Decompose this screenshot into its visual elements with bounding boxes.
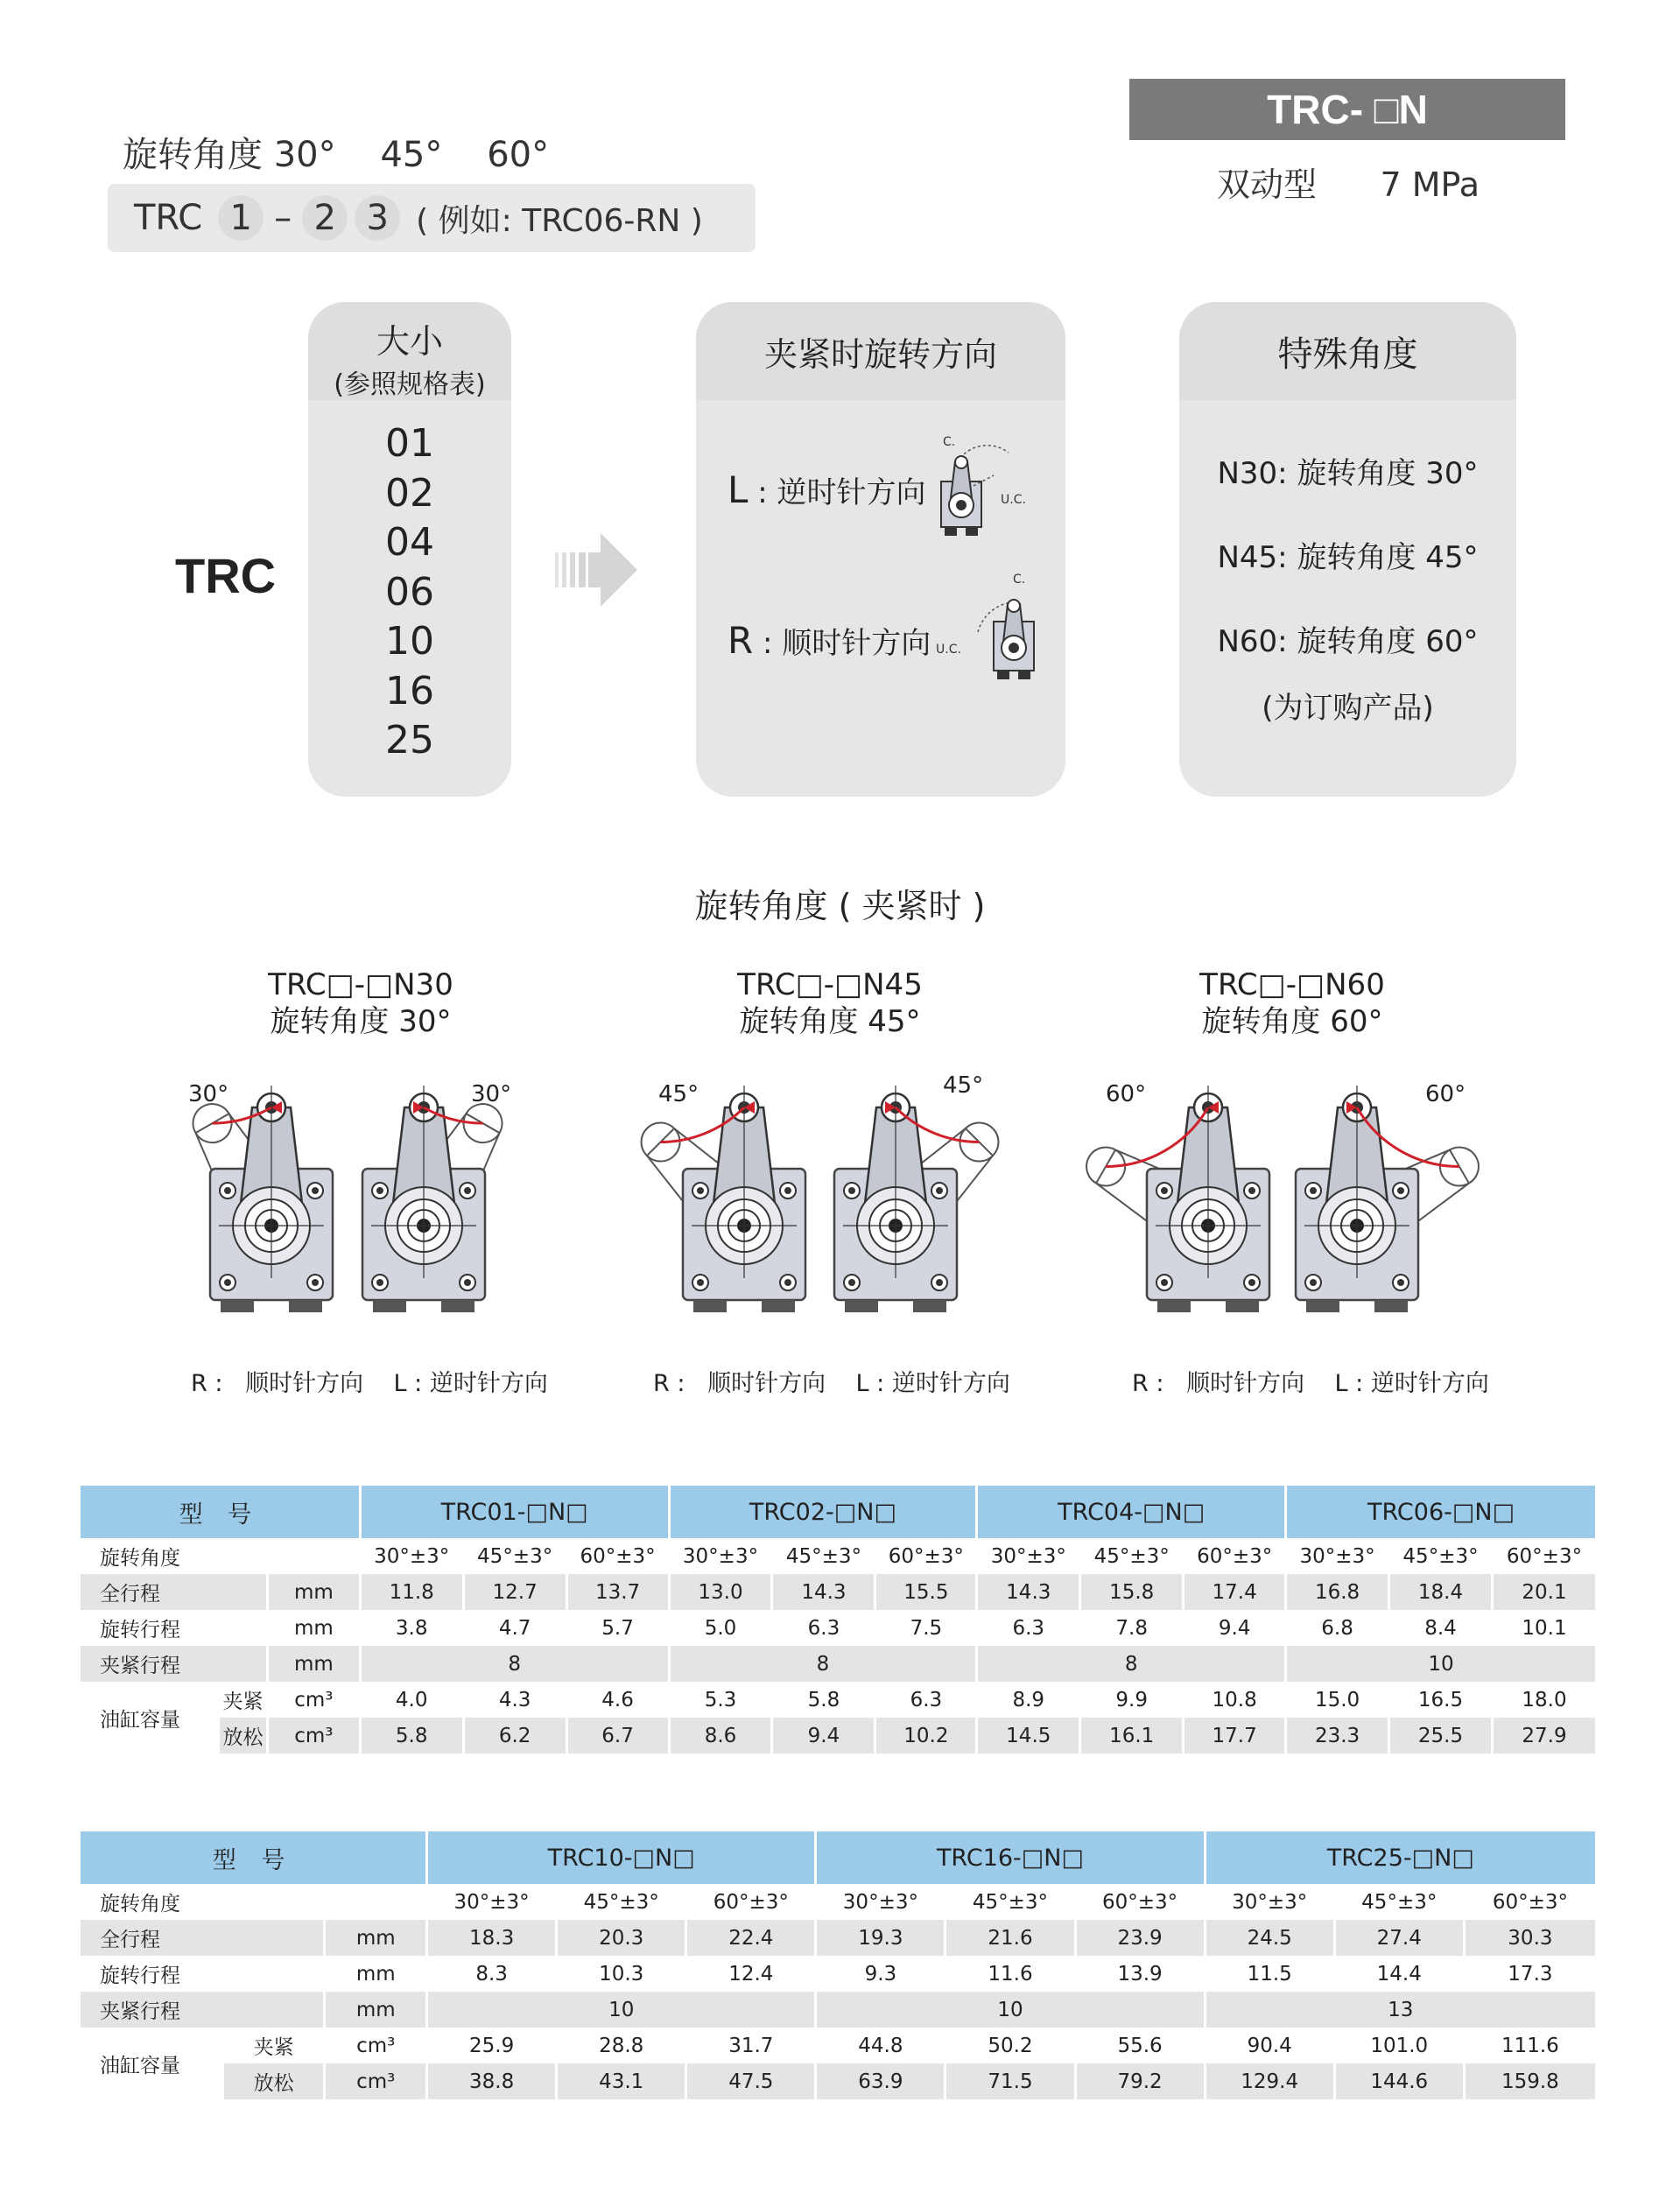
- table-cell: 13: [1205, 1992, 1596, 2028]
- table-cell: 23.9: [1075, 1920, 1205, 1956]
- table-cell: 7.5: [875, 1610, 977, 1646]
- table-cell: 18.4: [1389, 1574, 1493, 1610]
- direction-R-letter: R: [728, 619, 754, 662]
- special-angle-n30: N30: 旋转角度 30°: [1217, 456, 1479, 491]
- table-row-full-stroke: [81, 1920, 1597, 1956]
- group-title-n30: [194, 966, 527, 1040]
- clamp-diagram-ccw: [834, 1086, 1016, 1312]
- row-unit: mm: [268, 1646, 361, 1682]
- table-cell: 5.8: [772, 1682, 875, 1718]
- row-sublabel: 夹紧: [219, 1682, 268, 1718]
- table-cell: 5.3: [669, 1682, 772, 1718]
- direction-L-letter: L: [728, 468, 749, 511]
- table-cell: 45°±3°: [772, 1538, 875, 1574]
- row-sublabel: 夹紧: [222, 2028, 325, 2063]
- row-unit: cm³: [325, 2028, 427, 2063]
- table-header-row: [81, 1831, 1597, 1884]
- table-cell: 6.8: [1286, 1610, 1389, 1646]
- table-cell: 8: [977, 1646, 1286, 1682]
- table-row-clamp-volume: [81, 1682, 1597, 1718]
- model-header: TRC10-□N□: [427, 1831, 816, 1884]
- clamp-diagram-cw: [174, 1086, 333, 1312]
- row-unit: mm: [268, 1574, 361, 1610]
- table-cell: 10: [816, 1992, 1205, 2028]
- spec-table-2: [81, 1831, 1598, 2099]
- table-cell: 11.5: [1205, 1956, 1334, 1992]
- size-card-header: [308, 302, 511, 400]
- table-header-row: [81, 1486, 1597, 1538]
- model-header: TRC06-□N□: [1286, 1486, 1597, 1538]
- direction-caption: R : 顺时针方向 L : 逆时针方向: [191, 1370, 548, 1397]
- direction-L-text: 逆时针方向: [777, 475, 926, 510]
- special-angle-card: [1179, 302, 1516, 797]
- table-cell: 10.2: [875, 1718, 977, 1754]
- direction-L: L : 逆时针方向: [728, 468, 926, 511]
- table-cell: 6.3: [772, 1610, 875, 1646]
- table-cell: 27.9: [1492, 1718, 1596, 1754]
- clamp-diagram-ccw: [1296, 1086, 1493, 1312]
- code-part-1: 1: [218, 195, 264, 241]
- size-item: 10: [385, 619, 434, 664]
- angle-label: 30°: [471, 1081, 512, 1107]
- table-cell: 3.8: [360, 1610, 463, 1646]
- rotation-diagrams: [0, 1072, 1680, 1353]
- table-cell: 9.4: [1184, 1610, 1286, 1646]
- size-item: 01: [385, 421, 434, 466]
- direction-R-text: 顺时针方向: [782, 626, 931, 661]
- table-cell: 12.7: [463, 1574, 566, 1610]
- size-item: 02: [385, 470, 434, 516]
- table-cell: 23.3: [1286, 1718, 1389, 1754]
- subtitle-pressure: 7 MPa: [1380, 165, 1480, 204]
- row-label: 夹紧行程: [81, 1992, 325, 2028]
- row-unit: mm: [325, 1956, 427, 1992]
- table-row-release-volume: [81, 2063, 1597, 2099]
- table-cell: 13.7: [566, 1574, 669, 1610]
- table-cell: 50.2: [945, 2028, 1075, 2063]
- table-cell: 45°±3°: [1389, 1538, 1493, 1574]
- table-cell: 5.0: [669, 1610, 772, 1646]
- angle-label: 60°: [1106, 1081, 1147, 1107]
- special-angle-n45: N45: 旋转角度 45°: [1217, 540, 1479, 575]
- table-cell: 6.2: [463, 1718, 566, 1754]
- group-model: TRC□-□N30: [268, 967, 453, 1002]
- table-cell: 45°±3°: [1334, 1884, 1464, 1920]
- table-cell: 45°±3°: [557, 1884, 686, 1920]
- row-label: 全行程: [81, 1920, 325, 1956]
- table-cell: 16.5: [1389, 1682, 1493, 1718]
- label-c: C.: [943, 435, 956, 449]
- label-uc: U.C.: [936, 643, 961, 657]
- angle-label: 45°: [943, 1072, 984, 1099]
- direction-caption: R : 顺时针方向 L : 逆时针方向: [653, 1370, 1010, 1397]
- row-unit: cm³: [325, 2063, 427, 2099]
- table-cell: 17.3: [1464, 1956, 1596, 1992]
- table-row-angle: [81, 1884, 1597, 1920]
- row-unit: mm: [268, 1610, 361, 1646]
- table-cell: 16.1: [1080, 1718, 1184, 1754]
- table-cell: 20.1: [1492, 1574, 1596, 1610]
- table-cell: 30°±3°: [360, 1538, 463, 1574]
- model-header-label: 型 号: [81, 1831, 427, 1884]
- table-cell: 22.4: [686, 1920, 816, 1956]
- table-cell: 15.5: [875, 1574, 977, 1610]
- table-cell: 15.0: [1286, 1682, 1389, 1718]
- table-cell: 6.7: [566, 1718, 669, 1754]
- table-cell: 55.6: [1075, 2028, 1205, 2063]
- table-cell: 10.8: [1184, 1682, 1286, 1718]
- table-cell: 4.0: [360, 1682, 463, 1718]
- table-cell: 10: [427, 1992, 816, 2028]
- table-cell: 17.7: [1184, 1718, 1286, 1754]
- special-angle-title: 特殊角度: [1277, 334, 1418, 375]
- table-cell: 11.8: [360, 1574, 463, 1610]
- table-row-clamp-volume: [81, 2028, 1597, 2063]
- size-item: 16: [385, 668, 434, 713]
- table-cell: 10.3: [557, 1956, 686, 1992]
- table-cell: 31.7: [686, 2028, 816, 2063]
- table-cell: 6.3: [977, 1610, 1080, 1646]
- model-header: TRC02-□N□: [669, 1486, 977, 1538]
- special-angle-n60: N60: 旋转角度 60°: [1217, 624, 1479, 659]
- size-card-subtitle: (参照规格表): [334, 369, 486, 400]
- row-label: 旋转行程: [81, 1956, 325, 1992]
- angles-line: 旋转角度 30° 45° 60°: [123, 135, 550, 175]
- table-cell: 129.4: [1205, 2063, 1334, 2099]
- label-c: C.: [1013, 573, 1026, 587]
- size-item: 06: [385, 569, 434, 615]
- row-sublabel: 放松: [219, 1718, 268, 1754]
- table-cell: 60°±3°: [1492, 1538, 1596, 1574]
- clamp-cw-icon: [925, 569, 1065, 696]
- table-cell: 60°±3°: [686, 1884, 816, 1920]
- subtitle-type: 双动型: [1217, 165, 1318, 204]
- size-item: 25: [385, 718, 434, 763]
- group-angle-text: 旋转角度 45°: [739, 1004, 921, 1039]
- table-cell: 6.3: [875, 1682, 977, 1718]
- table-cell: 30°±3°: [977, 1538, 1080, 1574]
- table-row-full-stroke: [81, 1574, 1597, 1610]
- angle-label: 45°: [658, 1081, 699, 1107]
- table-row-release-volume: [81, 1718, 1597, 1754]
- table-cell: 60°±3°: [1075, 1884, 1205, 1920]
- clamp-diagram-ccw: [362, 1086, 521, 1312]
- table-cell: 21.6: [945, 1920, 1075, 1956]
- table-cell: 7.8: [1080, 1610, 1184, 1646]
- direction-card-title: 夹紧时旋转方向: [763, 334, 997, 374]
- table-cell: 79.2: [1075, 2063, 1205, 2099]
- table-cell: 4.7: [463, 1610, 566, 1646]
- table-row-clamp-stroke: [81, 1646, 1597, 1682]
- table-cell: 60°±3°: [566, 1538, 669, 1574]
- table-cell: 60°±3°: [1464, 1884, 1596, 1920]
- group-model: TRC□-□N60: [1199, 967, 1385, 1002]
- table-row-rotation-stroke: [81, 1610, 1597, 1646]
- table-cell: 11.6: [945, 1956, 1075, 1992]
- size-card-title: 大小: [376, 322, 443, 361]
- row-label: 油缸容量: [81, 2028, 222, 2099]
- table-cell: 60°±3°: [875, 1538, 977, 1574]
- table-cell: 8.6: [669, 1718, 772, 1754]
- row-unit: cm³: [268, 1682, 361, 1718]
- model-header: TRC25-□N□: [1205, 1831, 1596, 1884]
- size-card: [308, 302, 511, 797]
- table-cell: 13.0: [669, 1574, 772, 1610]
- subtitle: [1217, 158, 1480, 206]
- table-cell: 12.4: [686, 1956, 816, 1992]
- row-label: 夹紧行程: [81, 1646, 268, 1682]
- table-cell: 19.3: [816, 1920, 945, 1956]
- table-cell: 30°±3°: [816, 1884, 945, 1920]
- clamp-diagram-cw: [623, 1086, 805, 1312]
- row-unit: cm³: [268, 1718, 361, 1754]
- clamp-ccw-icon: [925, 433, 1057, 543]
- table-cell: 10.1: [1492, 1610, 1596, 1646]
- table-cell: 30.3: [1464, 1920, 1596, 1956]
- clamp-diagram-cw: [1072, 1086, 1269, 1312]
- table-cell: 20.3: [557, 1920, 686, 1956]
- table-cell: 25.5: [1389, 1718, 1493, 1754]
- row-unit: mm: [325, 1920, 427, 1956]
- table-cell: 8.9: [977, 1682, 1080, 1718]
- special-angle-note: (为订购产品): [1262, 691, 1434, 726]
- size-item: 04: [385, 520, 434, 565]
- table-cell: 90.4: [1205, 2028, 1334, 2063]
- table-cell: 45°±3°: [463, 1538, 566, 1574]
- angle-label: 60°: [1425, 1081, 1466, 1107]
- table-cell: 4.6: [566, 1682, 669, 1718]
- table-cell: 8: [669, 1646, 977, 1682]
- row-label: 油缸容量: [81, 1682, 219, 1754]
- table-cell: 8.3: [427, 1956, 557, 1992]
- table-cell: 14.3: [772, 1574, 875, 1610]
- model-header: TRC16-□N□: [816, 1831, 1205, 1884]
- table-cell: 17.4: [1184, 1574, 1286, 1610]
- table-cell: 14.5: [977, 1718, 1080, 1754]
- spec-table-1: [81, 1486, 1598, 1754]
- group-model: TRC□-□N45: [737, 967, 923, 1002]
- model-header-label: 型 号: [81, 1486, 360, 1538]
- code-part-2: 2: [302, 195, 348, 241]
- table-cell: 144.6: [1334, 2063, 1464, 2099]
- table-cell: 25.9: [427, 2028, 557, 2063]
- row-label: 旋转行程: [81, 1610, 268, 1646]
- table-cell: 9.9: [1080, 1682, 1184, 1718]
- table-cell: 9.4: [772, 1718, 875, 1754]
- direction-caption: R : 顺时针方向 L : 逆时针方向: [1132, 1370, 1489, 1397]
- table-cell: 30°±3°: [669, 1538, 772, 1574]
- table-cell: 18.3: [427, 1920, 557, 1956]
- model-header: TRC01-□N□: [360, 1486, 669, 1538]
- table-row-angle: [81, 1538, 1597, 1574]
- product-title-bar: [1129, 79, 1565, 140]
- table-cell: 101.0: [1334, 2028, 1464, 2063]
- table-cell: 63.9: [816, 2063, 945, 2099]
- table-cell: 71.5: [945, 2063, 1075, 2099]
- group-angle-text: 旋转角度 60°: [1201, 1004, 1383, 1039]
- table-cell: 8.4: [1389, 1610, 1493, 1646]
- direction-card: [696, 302, 1065, 797]
- table-cell: 45°±3°: [1080, 1538, 1184, 1574]
- angle-section-title: 旋转角度 ( 夹紧时 ): [694, 887, 986, 925]
- table-cell: 13.9: [1075, 1956, 1205, 1992]
- table-cell: 10: [1286, 1646, 1597, 1682]
- table-row-clamp-stroke: [81, 1992, 1597, 2028]
- right-arrow-icon: [553, 530, 641, 610]
- group-title-n45: [664, 966, 996, 1040]
- row-unit: mm: [325, 1992, 427, 2028]
- row-label: 全行程: [81, 1574, 268, 1610]
- direction-R: R : 顺时针方向: [728, 619, 931, 662]
- table-row-rotation-stroke: [81, 1956, 1597, 1992]
- table-cell: 45°±3°: [945, 1884, 1075, 1920]
- table-cell: 30°±3°: [1286, 1538, 1389, 1574]
- code-example: ( 例如: TRC06-RN ): [416, 202, 703, 239]
- code-part-3: 3: [355, 195, 400, 241]
- table-cell: 9.3: [816, 1956, 945, 1992]
- table-cell: 30°±3°: [1205, 1884, 1334, 1920]
- table-cell: 24.5: [1205, 1920, 1334, 1956]
- product-title: TRC- □N: [1267, 87, 1428, 132]
- label-uc: U.C.: [1001, 493, 1026, 507]
- trc-label: TRC: [175, 548, 277, 603]
- table-cell: 14.3: [977, 1574, 1080, 1610]
- code-prefix: TRC: [134, 198, 203, 238]
- table-cell: 8: [360, 1646, 669, 1682]
- table-cell: 27.4: [1334, 1920, 1464, 1956]
- angle-label: 30°: [188, 1081, 229, 1107]
- group-title-n60: [1126, 966, 1459, 1040]
- table-cell: 15.8: [1080, 1574, 1184, 1610]
- table-cell: 111.6: [1464, 2028, 1596, 2063]
- table-cell: 16.8: [1286, 1574, 1389, 1610]
- table-cell: 159.8: [1464, 2063, 1596, 2099]
- special-angle-header: [1179, 302, 1516, 400]
- table-cell: 4.3: [463, 1682, 566, 1718]
- row-label: 旋转角度: [81, 1538, 360, 1574]
- size-list: [308, 400, 511, 766]
- direction-card-header: [696, 302, 1065, 400]
- table-cell: 28.8: [557, 2028, 686, 2063]
- table-cell: 47.5: [686, 2063, 816, 2099]
- table-cell: 14.4: [1334, 1956, 1464, 1992]
- group-angle-text: 旋转角度 30°: [270, 1004, 452, 1039]
- code-dash: –: [274, 198, 292, 238]
- table-cell: 5.8: [360, 1718, 463, 1754]
- table-cell: 18.0: [1492, 1682, 1596, 1718]
- table-cell: 30°±3°: [427, 1884, 557, 1920]
- table-cell: 5.7: [566, 1610, 669, 1646]
- row-label: 旋转角度: [81, 1884, 427, 1920]
- table-cell: 44.8: [816, 2028, 945, 2063]
- table-cell: 38.8: [427, 2063, 557, 2099]
- model-header: TRC04-□N□: [977, 1486, 1286, 1538]
- table-cell: 43.1: [557, 2063, 686, 2099]
- row-sublabel: 放松: [222, 2063, 325, 2099]
- model-code-box: [108, 184, 756, 252]
- table-cell: 60°±3°: [1184, 1538, 1286, 1574]
